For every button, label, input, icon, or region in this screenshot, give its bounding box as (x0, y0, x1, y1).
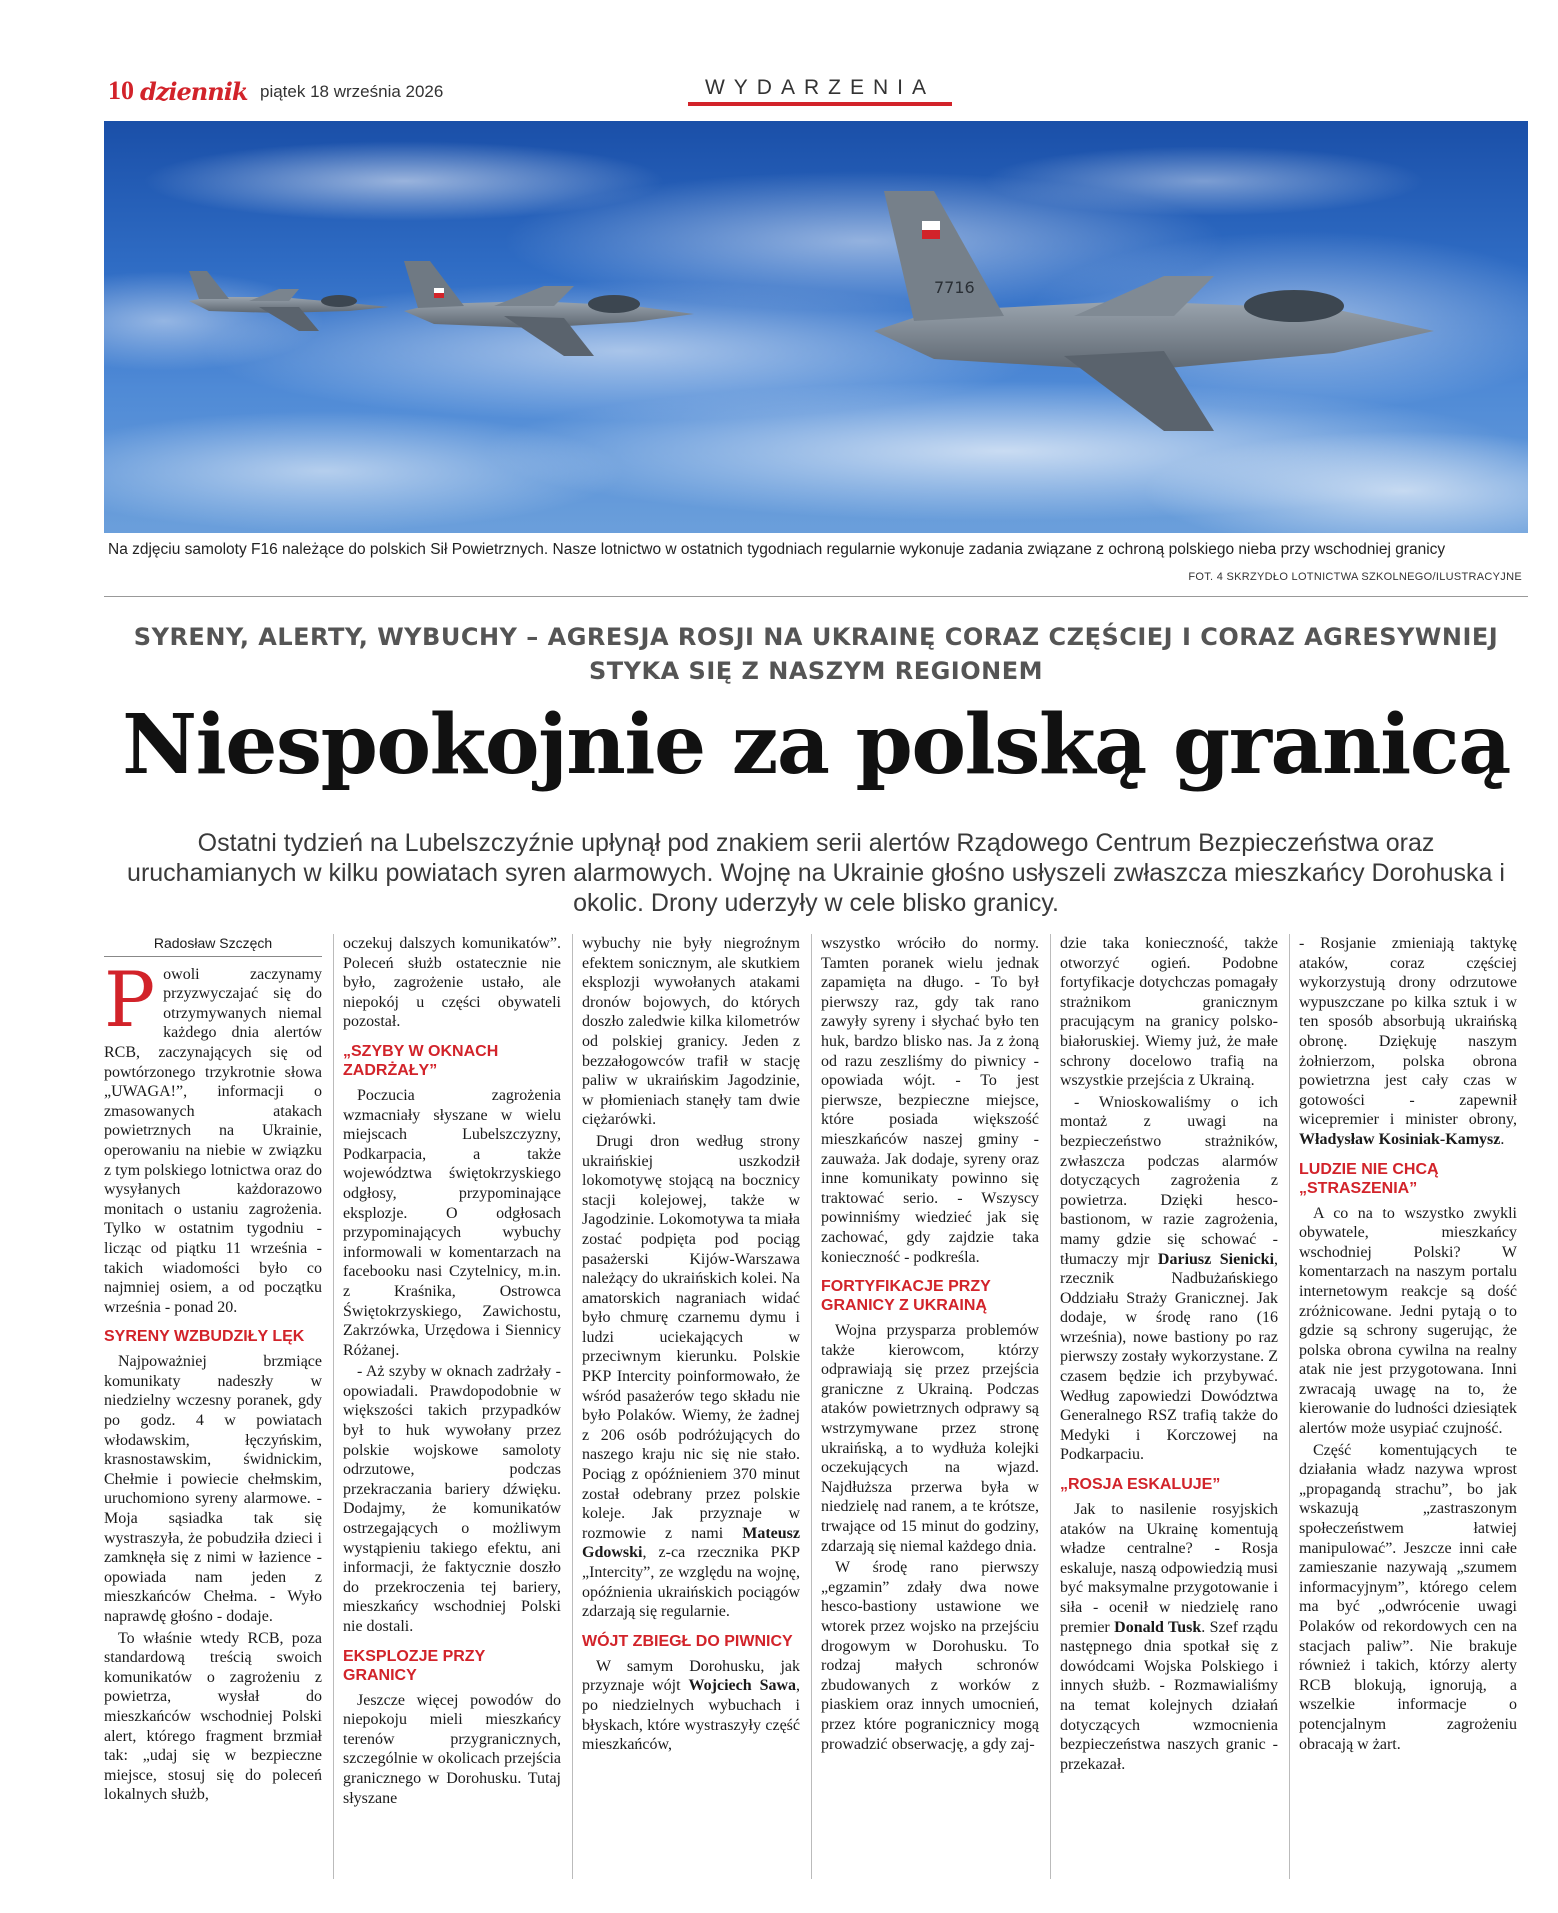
subheading: WÓJT ZBIEGŁ DO PIWNICY (582, 1632, 793, 1650)
person-name: Mateusz Gdowski (582, 1524, 801, 1562)
divider (104, 596, 1528, 597)
paragraph: Powoli zaczynamy przyzwyczajać się do otrzymywanych niemal każdego dnia alertów RCB, zaczynających się od powtórzonego trzykrotnie słowa „UWAGA!”, informacji o zmasowanych atakach powietrznych na Ukrainie, operowaniu na niebie w związku z tym polskiego lotnictwa oraz do wysyłanych każdorazowo monitach o ustaniu zagrożenia. Tylko w ostatnim tygodniu - licząc od piątku 11 września - takich wiadomości było co najmniej osiem, a od początku września - ponad 20. (104, 954, 322, 1316)
article-column-2 (343, 934, 561, 1810)
subheading: FORTYFIKACJE PRZY GRANICY Z UKRAINĄ (821, 1278, 991, 1315)
paragraph: To właśnie wtedy RCB, poza standardową treścią swoich komunikatów o zagrożeniu z powietrza, wysłał do mieszkańców wschodniej Polski alert, którego fragment brzmiał tak: „udaj się w bezpieczne miejsce, stosuj się do poleceń lokalnych służb, (104, 1629, 322, 1804)
paragraph: - Wnioskowaliśmy o ich montaż z uwagi na bezpieczeństwo strażników, zwłaszcza podczas alarmów dotyczących zagrożenia z powietrza. Dzięki hesco-bastionom, w razie zagrożenia, mamy gdzie się schować - tłumaczy mjr Dariusz Sienicki, rzecznik Nadbużańskiego Oddziału Straży Granicznej. Jak dodaje, w środę rano (16 września), nowe bastiony po raz pierwszy zostały wykorzystane. Z czasem będzie ich przybywać. Według zapowiedzi Dowództwa Generalnego RSZ trafią także do Medyki i Korczowej na Podkarpaciu. (1060, 1093, 1279, 1464)
person-name: Wojciech Sawa (688, 1677, 797, 1695)
paragraph: W samym Dorohusku, jak przyznaje wójt Wojciech Sawa, po niedzielnych wybuchach i błyskach, które wystraszyły część mieszkańców, (582, 1657, 801, 1754)
paragraph: Drugi dron według strony ukraińskiej uszkodził lokomotywę stojącą na bocznicy stacji kolejowej, także w Jagodzinie. Lokomotywa ta miała zostać podpięta pod pociąg pasażerski Kijów-Warszawa należący do ukraińskich kolei. Na amatorskich nagraniach widać było chmurę czarnemu dymu i ludzi uciekających w przeciwnym kierunku. Polskie PKP Intercity poinformowało, że wśród pasażerów tego składu nie było Polaków. Wiemy, że żadnej z 206 osób podróżujących do naszego kraju nic się nie stało. Pociąg z opóźnieniem 370 minut został odebrany przez polskie koleje. Jak przyznaje w rozmowie z nami Mateusz Gdowski, z-ca rzecznika PKP „Intercity”, ze względu na wojnę, opóźnienia ukraińskich pociągów zdarzają się regularnie. (582, 1132, 801, 1621)
photo-credit: FOT. 4 SKRZYDŁO LOTNICTWA SZKOLNEGO/ILUSTRACYJNE (1188, 571, 1522, 583)
person-name: Dariusz Sienicki (1157, 1250, 1275, 1268)
article-column-3 (582, 934, 800, 1757)
column-divider (1289, 934, 1290, 1879)
subheading: LUDZIE NIE CHCĄ „STRASZENIA” (1299, 1160, 1439, 1197)
column-divider (572, 934, 573, 1879)
paragraph: - Aż szyby w oknach zadrżały - opowiadali. Prawdopodobnie w większości takich przypadków był to huk wywołany przez polskie wojskowe samoloty odrzutowe, podczas przekraczania bariery dźwięku. Dodajmy, że komunikatów ostrzegających o możliwym wystąpieniu takiego efektu, ani informacji, że faktycznie doszło do przekroczenia tej bariery, mieszkańcy wschodniej Polski nie dostali. (343, 1363, 561, 1635)
aircraft-number: 7716 (934, 278, 975, 297)
article-column-1 (104, 934, 322, 1807)
paragraph: Poczucia zagrożenia wzmacniały słyszane w wielu miejscach Lubelszczyzny, Podkarpacia, a także województwa świętokrzyskiego odgłosy, przypominające eksplozje. O odgłosach przypominających wybuchy informowali w komentarzach na facebooku nasi Czytelnicy, m.in. z Kraśnika, Ostrowca Świętokrzyskiego, Zawichostu, Zakrzówka, Urzędowa i Siennicy Różanej. (343, 1086, 561, 1359)
issue-date: piątek 18 września 2026 (260, 82, 444, 101)
page-header (108, 76, 1528, 112)
newspaper-logo: dziennik (140, 77, 248, 106)
paragraph: Jeszcze więcej powodów do niepokoju mieli mieszkańcy terenów przygranicznych, szczególnie w okolicach przejścia granicznego w Dorohusku. Tutaj słyszane (343, 1691, 561, 1807)
article-kicker: SYRENY, ALERTY, WYBUCHY – AGRESJA ROSJI NA UKRAINĘ CORAZ CZĘŚCIEJ I CORAZ AGRESYWNIEJ STYKA SIĘ Z NASZYM REGIONEM (133, 623, 1499, 685)
article-lead: Ostatni tydzień na Lubelszczyźnie upłynął pod znakiem serii alertów Rządowego Centrum Bezpieczeństwa oraz uruchamianych w kilku powiatach syren alarmowych. Wojnę na Ukrainie głośno usłyszeli zwłaszcza mieszkańcy Dorohuska i okolic. Drony uderzyły w cele blisko granicy. (127, 829, 1505, 917)
paragraph: Najpoważniej brzmiące komunikaty nadeszły w niedzielny wczesny poranek, gdy po godz. 4 w powiatach włodawskim, łęczyńskim, krasnostawskim, świdnickim, Chełmie i powiecie chełmskim, uruchomiono syreny alarmowe. - Moja sąsiadka tak się wystraszyła, że pobudziła dzieci i zamknęła się z nimi w łazience - opowiada nam jeden z mieszkańców Chełma. - Wyło naprawdę głośno - dodaje. (104, 1353, 322, 1625)
author-byline: Radosław Szczęch (104, 934, 322, 957)
person-name: Donald Tusk (1114, 1618, 1202, 1636)
jets-in-sky-illustration (104, 121, 1528, 533)
article-column-4 (821, 934, 1039, 1756)
subheading: „SZYBY W OKNACH ZADRŻAŁY” (343, 1042, 499, 1079)
paragraph: W środę rano pierwszy „egzamin” zdały dwa nowe hesco-bastiony ustawione we wtorek przez wojsko na przejściu drogowym w Dorohusku. To rodzaj małych schronów zbudowanych z worków z piaskiem oraz innych umocnień, przez które pogranicznicy mogą prowadzić obserwację, a gdy zaj- (821, 1559, 1039, 1753)
article-headline: Niespokojnie za polską granicą (122, 697, 1510, 793)
paragraph: Część komentujących te działania władz nazywa wprost „propagandą strachu”, bo jak wskazują „zastraszonym społeczeństwem łatwiej manipulować”. Jeszcze inni całe zamieszanie nazywają „szumem informacyjnym”, którego celem ma być „odwrócenie uwagi Polaków od rekordowych cen na stacjach paliw”. Nie brakuje również i takich, którzy alerty RCB blokują, ignorują, a wszelkie informacje o potencjalnym zagrożeniu obracają w żart. (1299, 1441, 1517, 1753)
subheading: EKSPLOZJE PRZY GRANICY (343, 1647, 485, 1684)
paragraph: dzie taka konieczność, także otworzyć ogień. Podobne fortyfikacje dotychczas pomagały strażnikom granicznym pracującym na granicy polsko-białoruskiej. Wiemy już, że małe schrony docelowo trafią na wszystkie przejścia z Ukrainą. (1060, 935, 1278, 1090)
paragraph: A co na to wszystko zwykli obywatele, mieszkańcy wschodniej Polski? W komentarzach na naszym portalu internetowym reakcje są dość zróżnicowane. Jedni pytają o to gdzie są schrony sugerując, że polska obrona cywilna na realny atak nie jest przygotowana. Inni zwracają uwagę na to, że kierowanie do ludności dziesiątek alertów może usypiać czujność. (1299, 1204, 1517, 1438)
article-column-6 (1299, 934, 1517, 1756)
subheading: „ROSJA ESKALUJE” (1060, 1476, 1221, 1494)
column-divider (811, 934, 812, 1879)
article-column-5 (1060, 934, 1278, 1776)
drop-cap: P (104, 954, 156, 1044)
paragraph: Jak to nasilenie rosyjskich ataków na Ukrainę komentują władze centralne? - Rosja eskaluje, naszą odpowiedzią musi być maksymalne przygotowanie i siła - ocenił w niedzielę rano premier Donald Tusk. Szef rządu następnego dnia spotkał się z dowódcami Wojska Polskiego i innych służb. - Rozmawialiśmy na temat kolejnych działań dotyczących wzmocnienia bezpieczeństwa naszych granic - przekazał. (1060, 1501, 1278, 1773)
paragraph: Wojna przysparza problemów także kierowcom, którzy odprawiają się przez przejścia graniczne z Ukrainą. Podczas ataków powietrznych odprawy są wstrzymywane przez stronę ukraińską, a to wydłuża kolejki oczekujących na wjazd. Najdłuższa przerwa była w niedzielę nad ranem, a te krótsze, trwające od 15 minut do godziny, zdarzają się niemal każdego dnia. (821, 1322, 1039, 1555)
article-photo (104, 121, 1528, 533)
photo-caption: Na zdjęciu samoloty F16 należące do polskich Sił Powietrznych. Nasze lotnictwo w ostatnich tygodniach regularnie wykonuje zadania związane z ochroną polskiego nieba przy wschodniej granicy (108, 541, 1446, 558)
paragraph: - Rosjanie zmieniają taktykę ataków, coraz częściej wykorzystują drony odrzutowe wypuszczane po kilka sztuk i w ten sposób absorbują ukraińską obronę. Dziękuję naszym żołnierzom, polska obrona powietrzna jest cały czas w gotowości - zapewnił wicepremier i minister obrony, Władysław Kosiniak-Kamysz. (1299, 935, 1517, 1148)
column-divider (333, 934, 334, 1879)
paragraph: wybuchy nie były niegroźnym efektem sonicznym, ale skutkiem eksplozji wywołanych atakami dronów bojowych, do których doszło zaledwie kilka kilometrów od polskiej granicy. Jeden z bezzałogowców trafił w stację paliw w ukraińskim Jagodzinie, w płomieniach stanęły tam dwie ciężarówki. (582, 935, 800, 1129)
section-name: WYDARZENIA (688, 76, 952, 106)
page-number: 10 (108, 76, 134, 105)
subheading: SYRENY WZBUDZIŁY LĘK (104, 1328, 305, 1346)
column-divider (1050, 934, 1051, 1879)
paragraph: wszystko wróciło do normy. Tamten poranek wielu jednak zapamięta na długo. - To był pierwszy raz, gdy tak rano zawyły syreny i słychać było ten huk, bardzo blisko nas. Ja z żoną od razu zeszliśmy do piwnicy - opowiada wójt. - To jest pierwsze, bezpieczne miejsce, które posiada większość mieszkańców naszej gminy - zauważa. Jak dodaje, syreny oraz inne komunikaty powinno się traktować serio. - Wszyscy powinniśmy wiedzieć jak się zachować, gdy zajdzie taka konieczność - podkreśla. (821, 935, 1039, 1266)
paragraph: oczekuj dalszych komunikatów”. Poleceń służb ostatecznie nie było, zagrożenie ustało, ale niepokój u części obywateli pozostał. (343, 935, 561, 1031)
person-name: Władysław Kosiniak-Kamysz (1299, 1130, 1501, 1148)
